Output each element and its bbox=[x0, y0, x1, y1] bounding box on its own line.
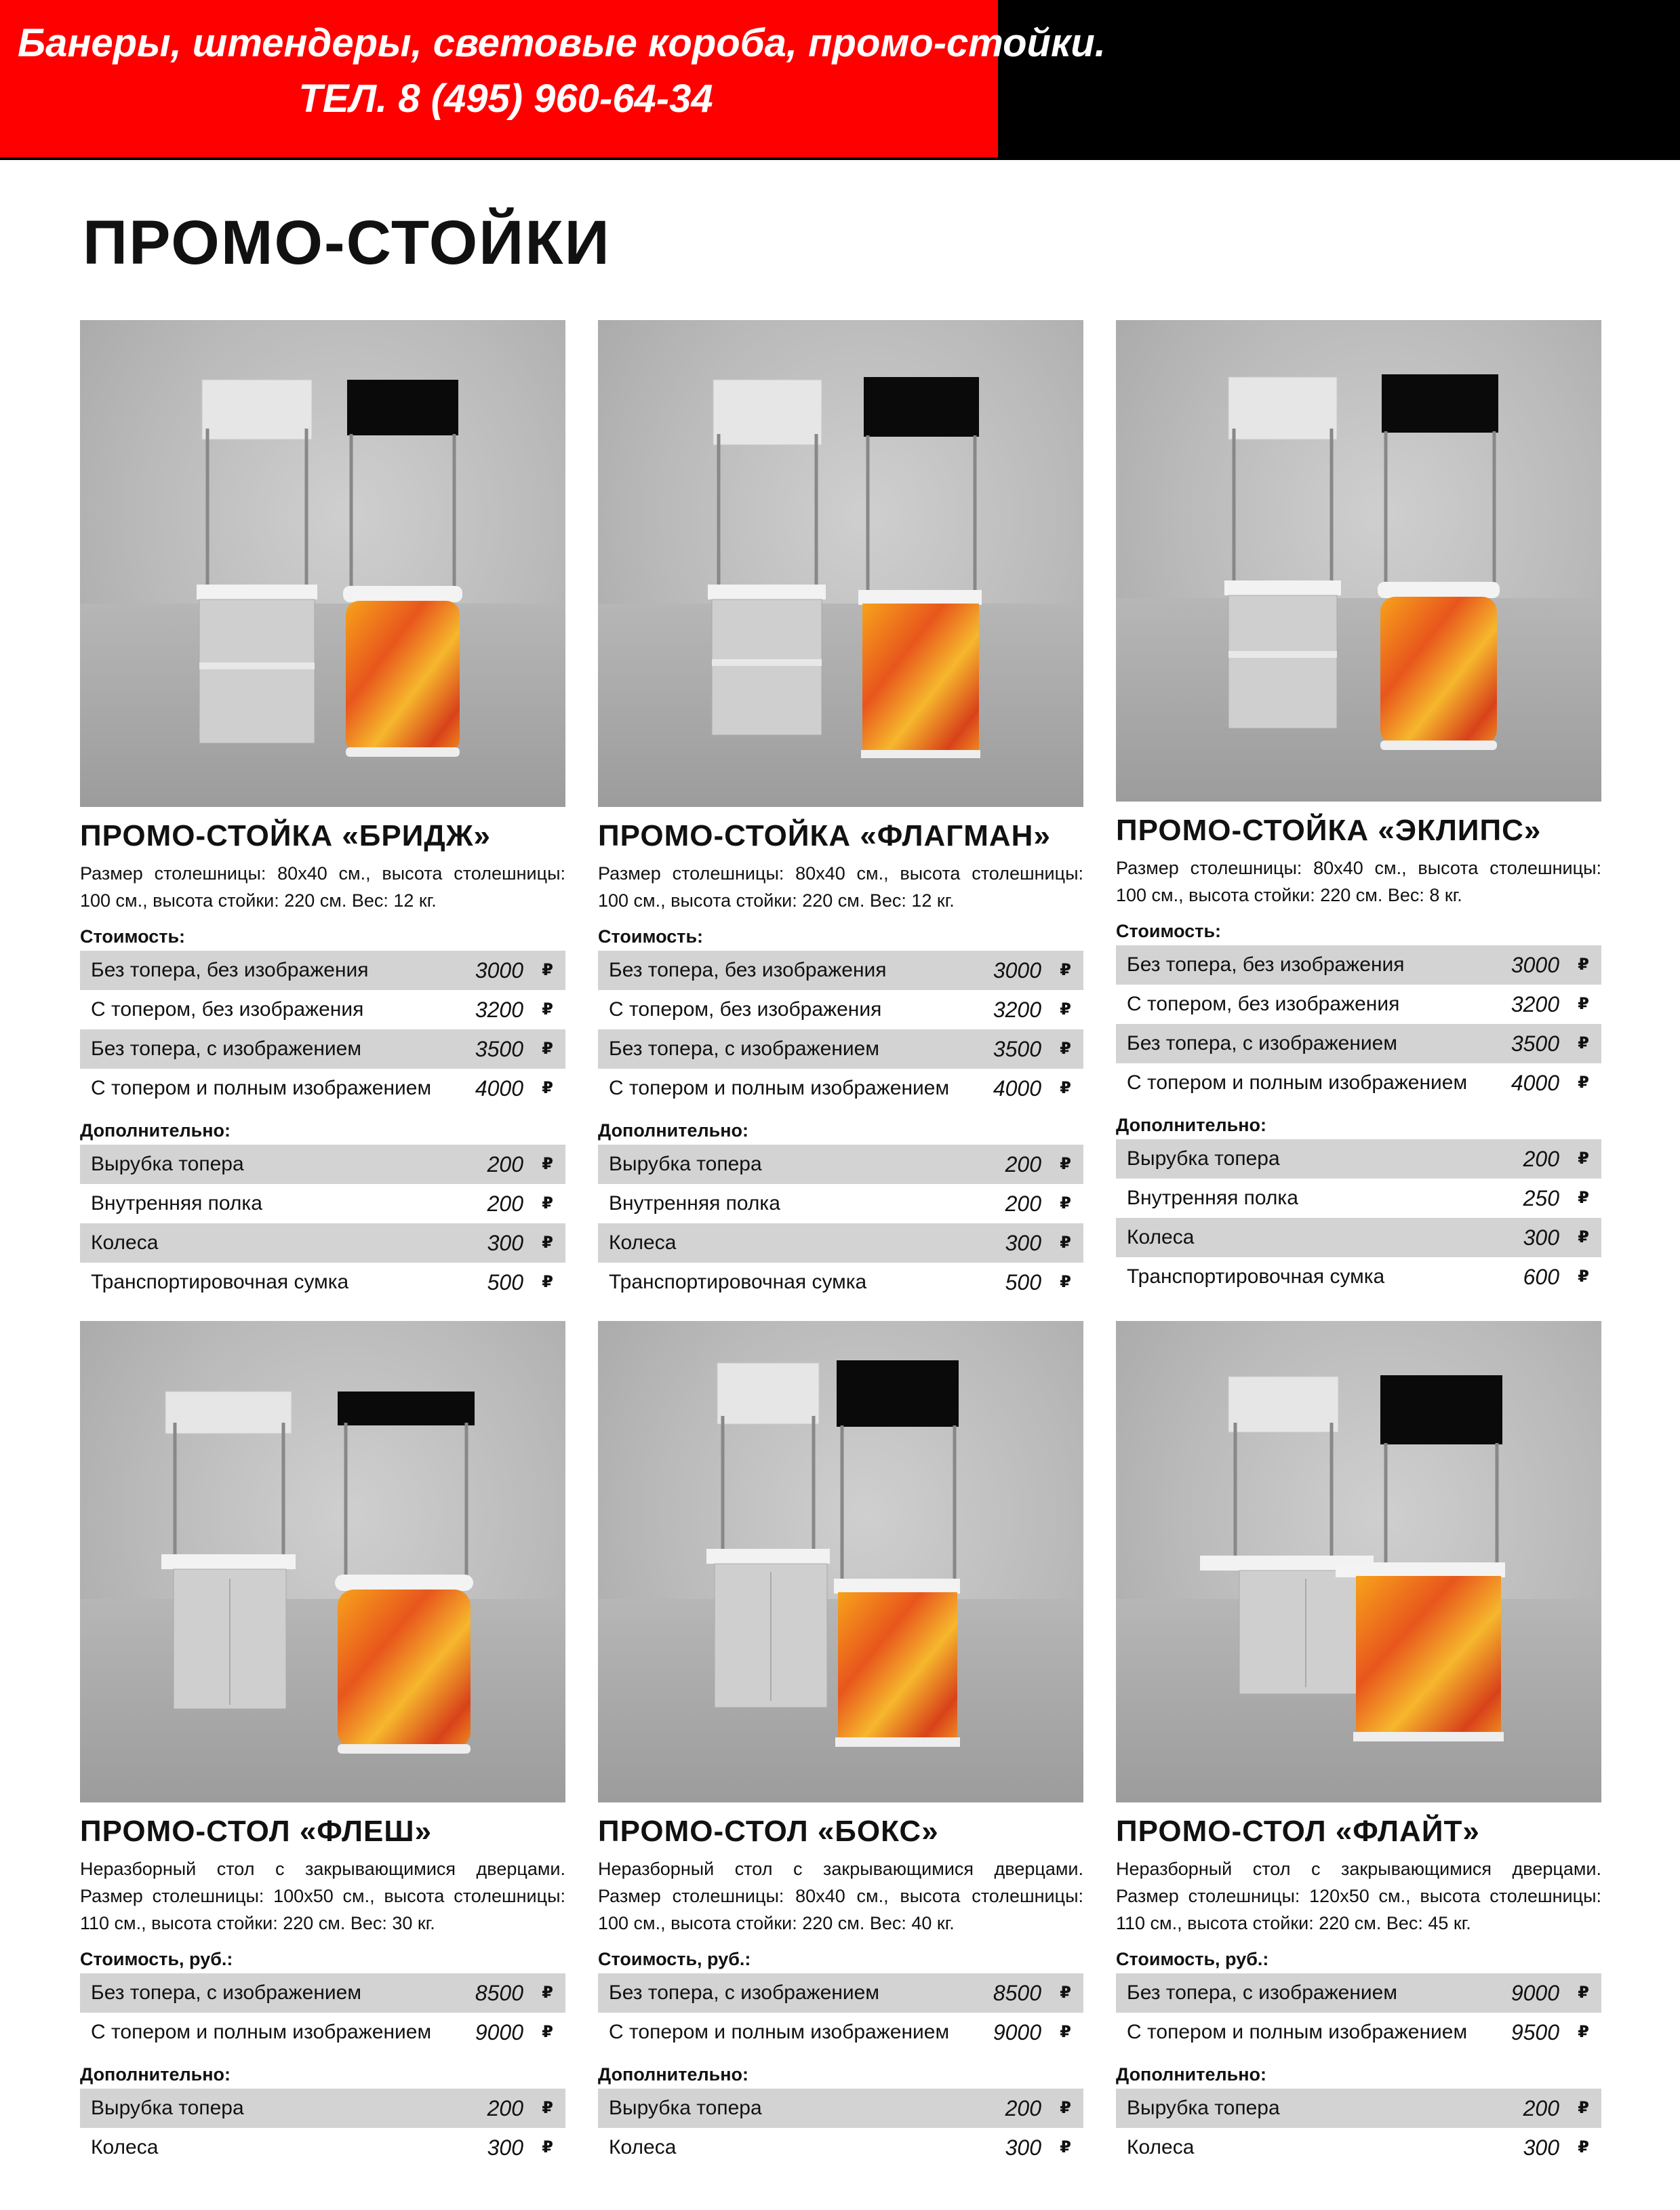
extra-row bbox=[598, 1145, 1083, 1184]
price-row bbox=[80, 1029, 565, 1069]
extras-label: Дополнительно: bbox=[598, 1120, 749, 1141]
product-title: ПРОМО-СТОЛ «ФЛАЙТ» bbox=[1116, 1815, 1480, 1848]
price-value: 600 bbox=[1523, 1265, 1559, 1289]
ruble-icon: ₽ bbox=[1060, 1273, 1071, 1291]
row-label: Без топера, без изображения bbox=[91, 959, 369, 981]
row-label: Колеса bbox=[609, 2136, 677, 2158]
ruble-icon: ₽ bbox=[542, 2023, 553, 2041]
extras-label: Дополнительно: bbox=[80, 1120, 231, 1141]
extra-row bbox=[80, 1145, 565, 1184]
product-description: Размер столешницы: 80х40 см., высота столешницы: 100 см., высота стойки: 220 см. Вес: 8 кг. bbox=[1116, 858, 1601, 905]
row-label: Вырубка топера bbox=[609, 1153, 762, 1175]
ruble-icon: ₽ bbox=[1060, 1984, 1071, 2002]
row-label: С топером, без изображения bbox=[609, 998, 882, 1021]
ruble-icon: ₽ bbox=[542, 2138, 553, 2156]
extra-row bbox=[598, 1223, 1083, 1263]
ruble-icon: ₽ bbox=[1060, 1040, 1071, 1058]
price-value: 8500 bbox=[475, 1981, 523, 2005]
row-label: Колеса bbox=[609, 1231, 677, 1254]
banner-phone-text: ТЕЛ. 8 (495) 960-64-34 bbox=[298, 77, 713, 121]
price-value: 200 bbox=[487, 2096, 523, 2120]
price-value: 200 bbox=[1005, 1191, 1041, 1216]
price-value: 4000 bbox=[475, 1076, 523, 1101]
ad-banner bbox=[0, 0, 1106, 157]
price-value: 3500 bbox=[993, 1037, 1041, 1061]
ruble-icon: ₽ bbox=[1060, 1079, 1071, 1097]
price-value: 300 bbox=[1005, 1231, 1041, 1255]
price-value: 200 bbox=[1005, 2096, 1041, 2120]
price-value: 9000 bbox=[993, 2020, 1041, 2045]
product-title: ПРОМО-СТОЙКА «ЭКЛИПС» bbox=[1116, 814, 1542, 847]
price-value: 300 bbox=[487, 2135, 523, 2160]
row-label: С топером и полным изображением bbox=[1127, 2021, 1468, 2043]
row-label: С топером и полным изображением bbox=[609, 2021, 950, 2043]
ruble-icon: ₽ bbox=[1578, 995, 1589, 1013]
product-card bbox=[598, 320, 1083, 1302]
ruble-icon: ₽ bbox=[1578, 1149, 1589, 1168]
price-value: 9500 bbox=[1511, 2020, 1559, 2045]
ruble-icon: ₽ bbox=[1060, 2099, 1071, 2117]
price-value: 3000 bbox=[993, 958, 1041, 983]
price-row bbox=[598, 1069, 1083, 1108]
price-value: 9000 bbox=[1511, 1981, 1559, 2005]
ruble-icon: ₽ bbox=[542, 1984, 553, 2002]
product-card bbox=[1116, 320, 1601, 1297]
product-card bbox=[1116, 1321, 1601, 2167]
ruble-icon: ₽ bbox=[1060, 2138, 1071, 2156]
row-label: Колеса bbox=[91, 1231, 159, 1254]
ruble-icon: ₽ bbox=[542, 961, 553, 979]
extra-row bbox=[598, 2089, 1083, 2128]
product-title: ПРОМО-СТОЙКА «БРИДЖ» bbox=[80, 819, 491, 852]
price-row bbox=[1116, 2013, 1601, 2052]
price-value: 200 bbox=[487, 1152, 523, 1177]
row-label: С топером, без изображения bbox=[1127, 993, 1400, 1015]
product-description: Неразборный стол с закрывающимися дверцами. Размер столешницы: 80х40 см., высота столешницы: 100 см., высота стойки: 220 см. Вес: 40 кг. bbox=[598, 1859, 1083, 1933]
row-label: Вырубка топера bbox=[91, 2097, 244, 2119]
extra-row bbox=[1116, 1218, 1601, 1257]
row-label: С топером и полным изображением bbox=[609, 1077, 950, 1099]
row-label: Внутренняя полка bbox=[91, 1192, 262, 1215]
product-description: Неразборный стол с закрывающимися дверцами. Размер столешницы: 100х50 см., высота столешницы: 110 см., высота стойки: 220 см. Вес: 30 кг. bbox=[80, 1859, 565, 1933]
product-card bbox=[598, 1321, 1083, 2167]
price-row bbox=[80, 951, 565, 990]
price-row bbox=[1116, 1063, 1601, 1103]
product-card bbox=[80, 1321, 565, 2167]
product-photo bbox=[598, 1321, 1083, 1802]
ruble-icon: ₽ bbox=[1578, 1034, 1589, 1052]
price-value: 200 bbox=[1005, 1152, 1041, 1177]
ruble-icon: ₽ bbox=[542, 2099, 553, 2117]
extra-row bbox=[598, 1263, 1083, 1302]
product-title: ПРОМО-СТОЙКА «ФЛАГМАН» bbox=[598, 819, 1051, 852]
cost-label: Стоимость, руб.: bbox=[1116, 1949, 1269, 1969]
price-value: 200 bbox=[1523, 2096, 1559, 2120]
extras-label: Дополнительно: bbox=[80, 2064, 231, 2085]
product-photo bbox=[1116, 320, 1601, 802]
row-label: Без топера, без изображения bbox=[609, 959, 887, 981]
ruble-icon: ₽ bbox=[1578, 2138, 1589, 2156]
price-row bbox=[1116, 1973, 1601, 2013]
extra-row bbox=[1116, 1257, 1601, 1297]
ruble-icon: ₽ bbox=[542, 1000, 553, 1019]
product-description: Неразборный стол с закрывающимися дверцами. Размер столешницы: 120х50 см., высота столешницы: 110 см., высота стойки: 220 см. Вес: 45 кг. bbox=[1116, 1859, 1601, 1933]
extra-row bbox=[80, 1263, 565, 1302]
ruble-icon: ₽ bbox=[542, 1194, 553, 1212]
price-value: 4000 bbox=[1511, 1071, 1559, 1095]
price-row bbox=[598, 1029, 1083, 1069]
price-value: 300 bbox=[487, 1231, 523, 1255]
price-value: 250 bbox=[1523, 1186, 1559, 1210]
price-value: 3200 bbox=[993, 998, 1041, 1022]
row-label: Внутренняя полка bbox=[609, 1192, 780, 1215]
price-row bbox=[598, 2013, 1083, 2052]
price-row bbox=[1116, 1024, 1601, 1063]
ruble-icon: ₽ bbox=[542, 1155, 553, 1173]
product-title: ПРОМО-СТОЛ «БОКС» bbox=[598, 1815, 939, 1848]
cost-label: Стоимость, руб.: bbox=[598, 1949, 751, 1969]
extras-label: Дополнительно: bbox=[598, 2064, 749, 2085]
price-value: 300 bbox=[1523, 1225, 1559, 1250]
extras-label: Дополнительно: bbox=[1116, 2064, 1267, 2085]
ruble-icon: ₽ bbox=[1060, 961, 1071, 979]
product-description: Размер столешницы: 80х40 см., высота столешницы: 100 см., высота стойки: 220 см. Вес: 12 кг. bbox=[80, 863, 565, 911]
price-value: 3000 bbox=[475, 958, 523, 983]
price-value: 9000 bbox=[475, 2020, 523, 2045]
extra-row bbox=[80, 2128, 565, 2167]
row-label: Вырубка топера bbox=[1127, 1147, 1280, 1170]
price-row bbox=[598, 990, 1083, 1029]
price-value: 8500 bbox=[993, 1981, 1041, 2005]
price-value: 3500 bbox=[475, 1037, 523, 1061]
price-value: 300 bbox=[1523, 2135, 1559, 2160]
price-value: 3200 bbox=[475, 998, 523, 1022]
price-value: 3000 bbox=[1511, 953, 1559, 977]
row-label: Вырубка топера bbox=[91, 1153, 244, 1175]
ruble-icon: ₽ bbox=[1578, 2023, 1589, 2041]
product-photo bbox=[1116, 1321, 1601, 1802]
price-value: 300 bbox=[1005, 2135, 1041, 2160]
row-label: Вырубка топера bbox=[609, 2097, 762, 2119]
ruble-icon: ₽ bbox=[1060, 1155, 1071, 1173]
price-row bbox=[80, 1069, 565, 1108]
extra-row bbox=[80, 1223, 565, 1263]
row-label: Без топера, с изображением bbox=[1127, 1981, 1397, 2004]
ruble-icon: ₽ bbox=[1578, 1228, 1589, 1246]
price-row bbox=[598, 951, 1083, 990]
price-value: 200 bbox=[1523, 1147, 1559, 1171]
row-label: Без топера, с изображением bbox=[91, 1038, 361, 1060]
cost-label: Стоимость: bbox=[80, 926, 186, 947]
ruble-icon: ₽ bbox=[1060, 1234, 1071, 1252]
row-label: Без топера, с изображением bbox=[91, 1981, 361, 2004]
extra-row bbox=[1116, 1139, 1601, 1179]
extra-row bbox=[598, 1184, 1083, 1223]
price-row bbox=[1116, 945, 1601, 985]
extra-row bbox=[1116, 2128, 1601, 2167]
row-label: Колеса bbox=[1127, 2136, 1195, 2158]
extra-row bbox=[80, 2089, 565, 2128]
product-photo bbox=[80, 1321, 565, 1802]
price-value: 500 bbox=[1005, 1270, 1041, 1295]
page-title: ПРОМО-СТОЙКИ bbox=[83, 208, 611, 277]
ruble-icon: ₽ bbox=[542, 1234, 553, 1252]
ruble-icon: ₽ bbox=[1578, 955, 1589, 974]
ruble-icon: ₽ bbox=[1578, 1267, 1589, 1286]
product-photo bbox=[80, 320, 565, 807]
extras-label: Дополнительно: bbox=[1116, 1115, 1267, 1135]
extra-row bbox=[1116, 2089, 1601, 2128]
extra-row bbox=[80, 1184, 565, 1223]
row-label: С топером, без изображения bbox=[91, 998, 364, 1021]
row-label: Внутренняя полка bbox=[1127, 1187, 1298, 1209]
price-row bbox=[1116, 985, 1601, 1024]
price-row bbox=[80, 990, 565, 1029]
product-description: Размер столешницы: 80х40 см., высота столешницы: 100 см., высота стойки: 220 см. Вес: 12 кг. bbox=[598, 863, 1083, 911]
row-label: С топером и полным изображением bbox=[1127, 1071, 1468, 1094]
cost-label: Стоимость: bbox=[1116, 921, 1222, 941]
row-label: Вырубка топера bbox=[1127, 2097, 1280, 2119]
ruble-icon: ₽ bbox=[1578, 1189, 1589, 1207]
ruble-icon: ₽ bbox=[1578, 1073, 1589, 1092]
price-value: 200 bbox=[487, 1191, 523, 1216]
ruble-icon: ₽ bbox=[542, 1273, 553, 1291]
extra-row bbox=[1116, 1179, 1601, 1218]
ruble-icon: ₽ bbox=[1060, 2023, 1071, 2041]
row-label: С топером и полным изображением bbox=[91, 1077, 432, 1099]
product-card bbox=[80, 320, 565, 1302]
row-label: Без топера, с изображением bbox=[609, 1038, 879, 1060]
row-label: Без топера, без изображения bbox=[1127, 953, 1405, 976]
price-row bbox=[80, 2013, 565, 2052]
price-row bbox=[80, 1973, 565, 2013]
price-value: 4000 bbox=[993, 1076, 1041, 1101]
ruble-icon: ₽ bbox=[542, 1079, 553, 1097]
ruble-icon: ₽ bbox=[1060, 1194, 1071, 1212]
ruble-icon: ₽ bbox=[1060, 1000, 1071, 1019]
row-label: Без топера, с изображением bbox=[1127, 1032, 1397, 1054]
price-value: 500 bbox=[487, 1270, 523, 1295]
product-photo bbox=[598, 320, 1083, 807]
ruble-icon: ₽ bbox=[542, 1040, 553, 1058]
cost-label: Стоимость: bbox=[598, 926, 704, 947]
row-label: Колеса bbox=[91, 2136, 159, 2158]
ruble-icon: ₽ bbox=[1578, 1984, 1589, 2002]
product-title: ПРОМО-СТОЛ «ФЛЕШ» bbox=[80, 1815, 433, 1848]
row-label: Транспортировочная сумка bbox=[91, 1271, 349, 1293]
row-label: Без топера, с изображением bbox=[609, 1981, 879, 2004]
row-label: Транспортировочная сумка bbox=[609, 1271, 867, 1293]
banner-services-text: Банеры, штендеры, световые короба, промо-стойки. bbox=[18, 21, 1106, 65]
price-value: 3200 bbox=[1511, 992, 1559, 1017]
price-value: 3500 bbox=[1511, 1031, 1559, 1056]
ruble-icon: ₽ bbox=[1578, 2099, 1589, 2117]
price-row bbox=[598, 1973, 1083, 2013]
row-label: Колеса bbox=[1127, 1226, 1195, 1248]
row-label: С топером и полным изображением bbox=[91, 2021, 432, 2043]
row-label: Транспортировочная сумка bbox=[1127, 1265, 1385, 1288]
extra-row bbox=[598, 2128, 1083, 2167]
cost-label: Стоимость, руб.: bbox=[80, 1949, 233, 1969]
